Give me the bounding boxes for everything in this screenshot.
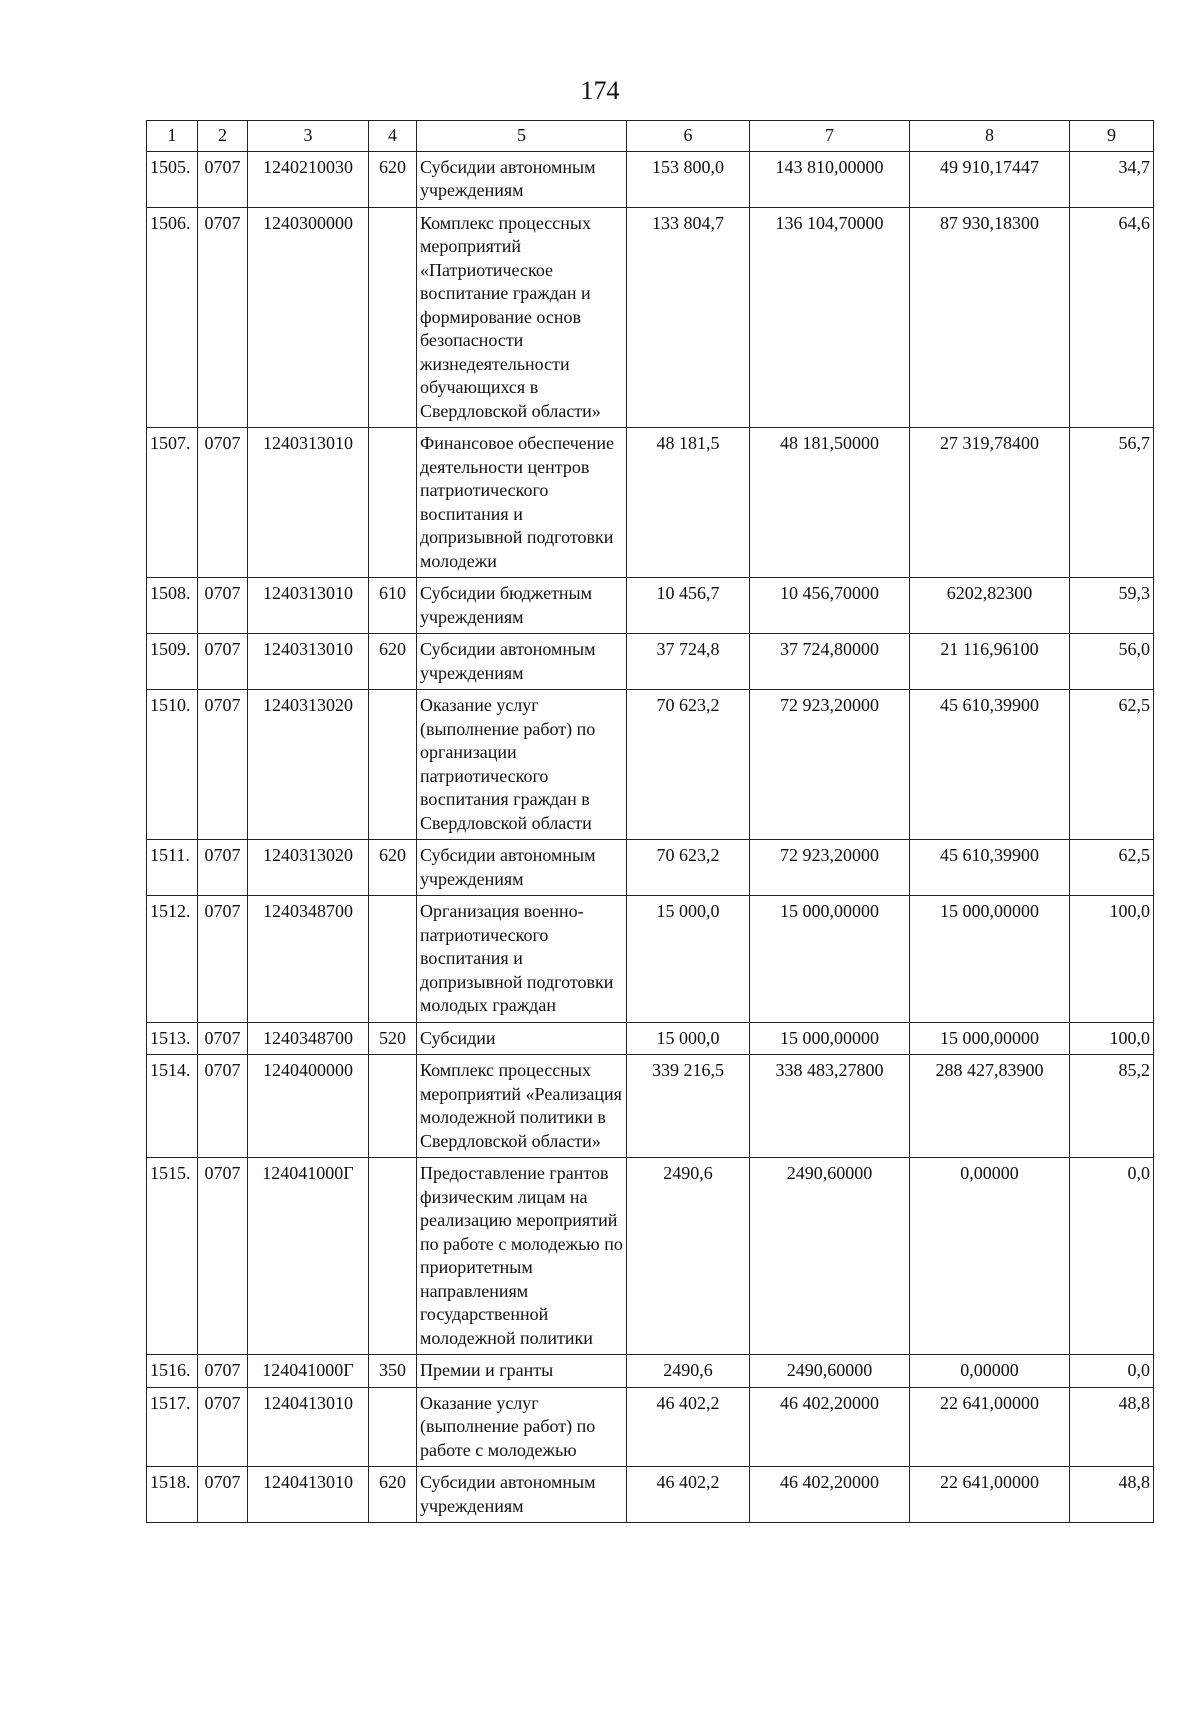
header-cell: 8 [910,121,1070,152]
executed-amount: 288 427,83900 [910,1055,1070,1158]
section-code: 0707 [198,1467,248,1523]
section-code: 0707 [198,207,248,428]
planned-amount: 37 724,8 [627,634,750,690]
planned-amount: 339 216,5 [627,1055,750,1158]
section-code: 0707 [198,634,248,690]
expense-type-code: 350 [369,1355,417,1388]
table-row [147,840,1154,896]
refined-amount: 143 810,00000 [750,151,910,207]
section-code: 0707 [198,1158,248,1355]
planned-amount: 46 402,2 [627,1387,750,1467]
executed-amount: 0,00000 [910,1158,1070,1355]
row-number: 1508. [147,578,198,634]
section-code: 0707 [198,840,248,896]
planned-amount: 153 800,0 [627,151,750,207]
table-row [147,428,1154,578]
execution-percent: 100,0 [1070,896,1154,1023]
executed-amount: 15 000,00000 [910,896,1070,1023]
item-name: Предоставление грантов физическим лицам на реализацию мероприятий по работе с молодежью по приоритетным направлениям государственной молодежной политики [417,1158,627,1355]
expense-type-code [369,207,417,428]
row-number: 1512. [147,896,198,1023]
table-row [147,1022,1154,1055]
section-code: 0707 [198,428,248,578]
item-name: Комплекс процессных мероприятий «Реализация молодежной политики в Свердловской области» [417,1055,627,1158]
row-number: 1505. [147,151,198,207]
row-number: 1510. [147,690,198,840]
item-name: Оказание услуг (выполнение работ) по организации патриотического воспитания граждан в Свердловской области [417,690,627,840]
header-cell: 2 [198,121,248,152]
row-number: 1514. [147,1055,198,1158]
row-number: 1511. [147,840,198,896]
executed-amount: 21 116,96100 [910,634,1070,690]
header-cell: 7 [750,121,910,152]
target-article-code: 1240300000 [248,207,369,428]
header-cell: 6 [627,121,750,152]
section-code: 0707 [198,151,248,207]
planned-amount: 15 000,0 [627,1022,750,1055]
item-name: Субсидии автономным учреждениям [417,840,627,896]
target-article-code: 1240348700 [248,1022,369,1055]
planned-amount: 133 804,7 [627,207,750,428]
executed-amount: 0,00000 [910,1355,1070,1388]
section-code: 0707 [198,578,248,634]
execution-percent: 48,8 [1070,1387,1154,1467]
refined-amount: 48 181,50000 [750,428,910,578]
row-number: 1513. [147,1022,198,1055]
table-row [147,151,1154,207]
item-name: Организация военно-патриотического воспитания и допризывной подготовки молодых граждан [417,896,627,1023]
expense-type-code: 620 [369,840,417,896]
item-name: Субсидии автономным учреждениям [417,1467,627,1523]
section-code: 0707 [198,896,248,1023]
expense-type-code: 620 [369,1467,417,1523]
section-code: 0707 [198,1355,248,1388]
executed-amount: 49 910,17447 [910,151,1070,207]
executed-amount: 22 641,00000 [910,1387,1070,1467]
expense-type-code [369,1055,417,1158]
executed-amount: 22 641,00000 [910,1467,1070,1523]
section-code: 0707 [198,1055,248,1158]
execution-percent: 0,0 [1070,1355,1154,1388]
expense-type-code: 610 [369,578,417,634]
refined-amount: 72 923,20000 [750,840,910,896]
expense-type-code: 620 [369,634,417,690]
item-name: Оказание услуг (выполнение работ) по работе с молодежью [417,1387,627,1467]
row-number: 1507. [147,428,198,578]
execution-percent: 0,0 [1070,1158,1154,1355]
header-cell: 4 [369,121,417,152]
table-row [147,1355,1154,1388]
execution-percent: 59,3 [1070,578,1154,634]
executed-amount: 45 610,39900 [910,690,1070,840]
executed-amount: 15 000,00000 [910,1022,1070,1055]
refined-amount: 15 000,00000 [750,1022,910,1055]
item-name: Премии и гранты [417,1355,627,1388]
table-body [147,151,1154,1523]
planned-amount: 70 623,2 [627,690,750,840]
table-row [147,1055,1154,1158]
executed-amount: 6202,82300 [910,578,1070,634]
expense-type-code [369,896,417,1023]
refined-amount: 2490,60000 [750,1158,910,1355]
execution-percent: 62,5 [1070,840,1154,896]
section-code: 0707 [198,1387,248,1467]
executed-amount: 87 930,18300 [910,207,1070,428]
budget-table [146,120,1154,1523]
refined-amount: 338 483,27800 [750,1055,910,1158]
refined-amount: 46 402,20000 [750,1387,910,1467]
expense-type-code: 520 [369,1022,417,1055]
item-name: Субсидии автономным учреждениям [417,151,627,207]
refined-amount: 2490,60000 [750,1355,910,1388]
expense-type-code [369,428,417,578]
refined-amount: 10 456,70000 [750,578,910,634]
row-number: 1506. [147,207,198,428]
target-article-code: 1240400000 [248,1055,369,1158]
item-name: Комплекс процессных мероприятий «Патриотическое воспитание граждан и формирование основ безопасности жизнедеятельности обучающихся в Свердловской области» [417,207,627,428]
table-row [147,690,1154,840]
target-article-code: 1240313010 [248,428,369,578]
planned-amount: 2490,6 [627,1355,750,1388]
row-number: 1516. [147,1355,198,1388]
execution-percent: 48,8 [1070,1467,1154,1523]
table-row [147,1387,1154,1467]
item-name: Субсидии автономным учреждениям [417,634,627,690]
header-cell: 9 [1070,121,1154,152]
execution-percent: 34,7 [1070,151,1154,207]
planned-amount: 10 456,7 [627,578,750,634]
target-article-code: 1240210030 [248,151,369,207]
planned-amount: 48 181,5 [627,428,750,578]
item-name: Финансовое обеспечение деятельности центров патриотического воспитания и допризывной подготовки молодежи [417,428,627,578]
executed-amount: 45 610,39900 [910,840,1070,896]
header-row [147,121,1154,152]
planned-amount: 46 402,2 [627,1467,750,1523]
planned-amount: 70 623,2 [627,840,750,896]
target-article-code: 1240413010 [248,1387,369,1467]
row-number: 1509. [147,634,198,690]
executed-amount: 27 319,78400 [910,428,1070,578]
target-article-code: 1240348700 [248,896,369,1023]
target-article-code: 1240313010 [248,578,369,634]
target-article-code: 124041000Г [248,1355,369,1388]
planned-amount: 2490,6 [627,1158,750,1355]
target-article-code: 1240313020 [248,690,369,840]
section-code: 0707 [198,1022,248,1055]
refined-amount: 136 104,70000 [750,207,910,428]
section-code: 0707 [198,690,248,840]
execution-percent: 62,5 [1070,690,1154,840]
execution-percent: 64,6 [1070,207,1154,428]
table-row [147,896,1154,1023]
header-cell: 5 [417,121,627,152]
target-article-code: 1240313020 [248,840,369,896]
execution-percent: 56,0 [1070,634,1154,690]
table-row [147,207,1154,428]
target-article-code: 1240313010 [248,634,369,690]
header-cell: 1 [147,121,198,152]
planned-amount: 15 000,0 [627,896,750,1023]
target-article-code: 1240413010 [248,1467,369,1523]
refined-amount: 72 923,20000 [750,690,910,840]
execution-percent: 100,0 [1070,1022,1154,1055]
row-number: 1517. [147,1387,198,1467]
execution-percent: 85,2 [1070,1055,1154,1158]
expense-type-code [369,690,417,840]
table-row [147,634,1154,690]
refined-amount: 37 724,80000 [750,634,910,690]
item-name: Субсидии [417,1022,627,1055]
table-row [147,1158,1154,1355]
row-number: 1518. [147,1467,198,1523]
refined-amount: 15 000,00000 [750,896,910,1023]
expense-type-code [369,1387,417,1467]
expense-type-code: 620 [369,151,417,207]
row-number: 1515. [147,1158,198,1355]
table-row [147,578,1154,634]
target-article-code: 124041000Г [248,1158,369,1355]
refined-amount: 46 402,20000 [750,1467,910,1523]
item-name: Субсидии бюджетным учреждениям [417,578,627,634]
table-row [147,1467,1154,1523]
expense-type-code [369,1158,417,1355]
header-cell: 3 [248,121,369,152]
page-number: 174 [580,76,620,105]
execution-percent: 56,7 [1070,428,1154,578]
